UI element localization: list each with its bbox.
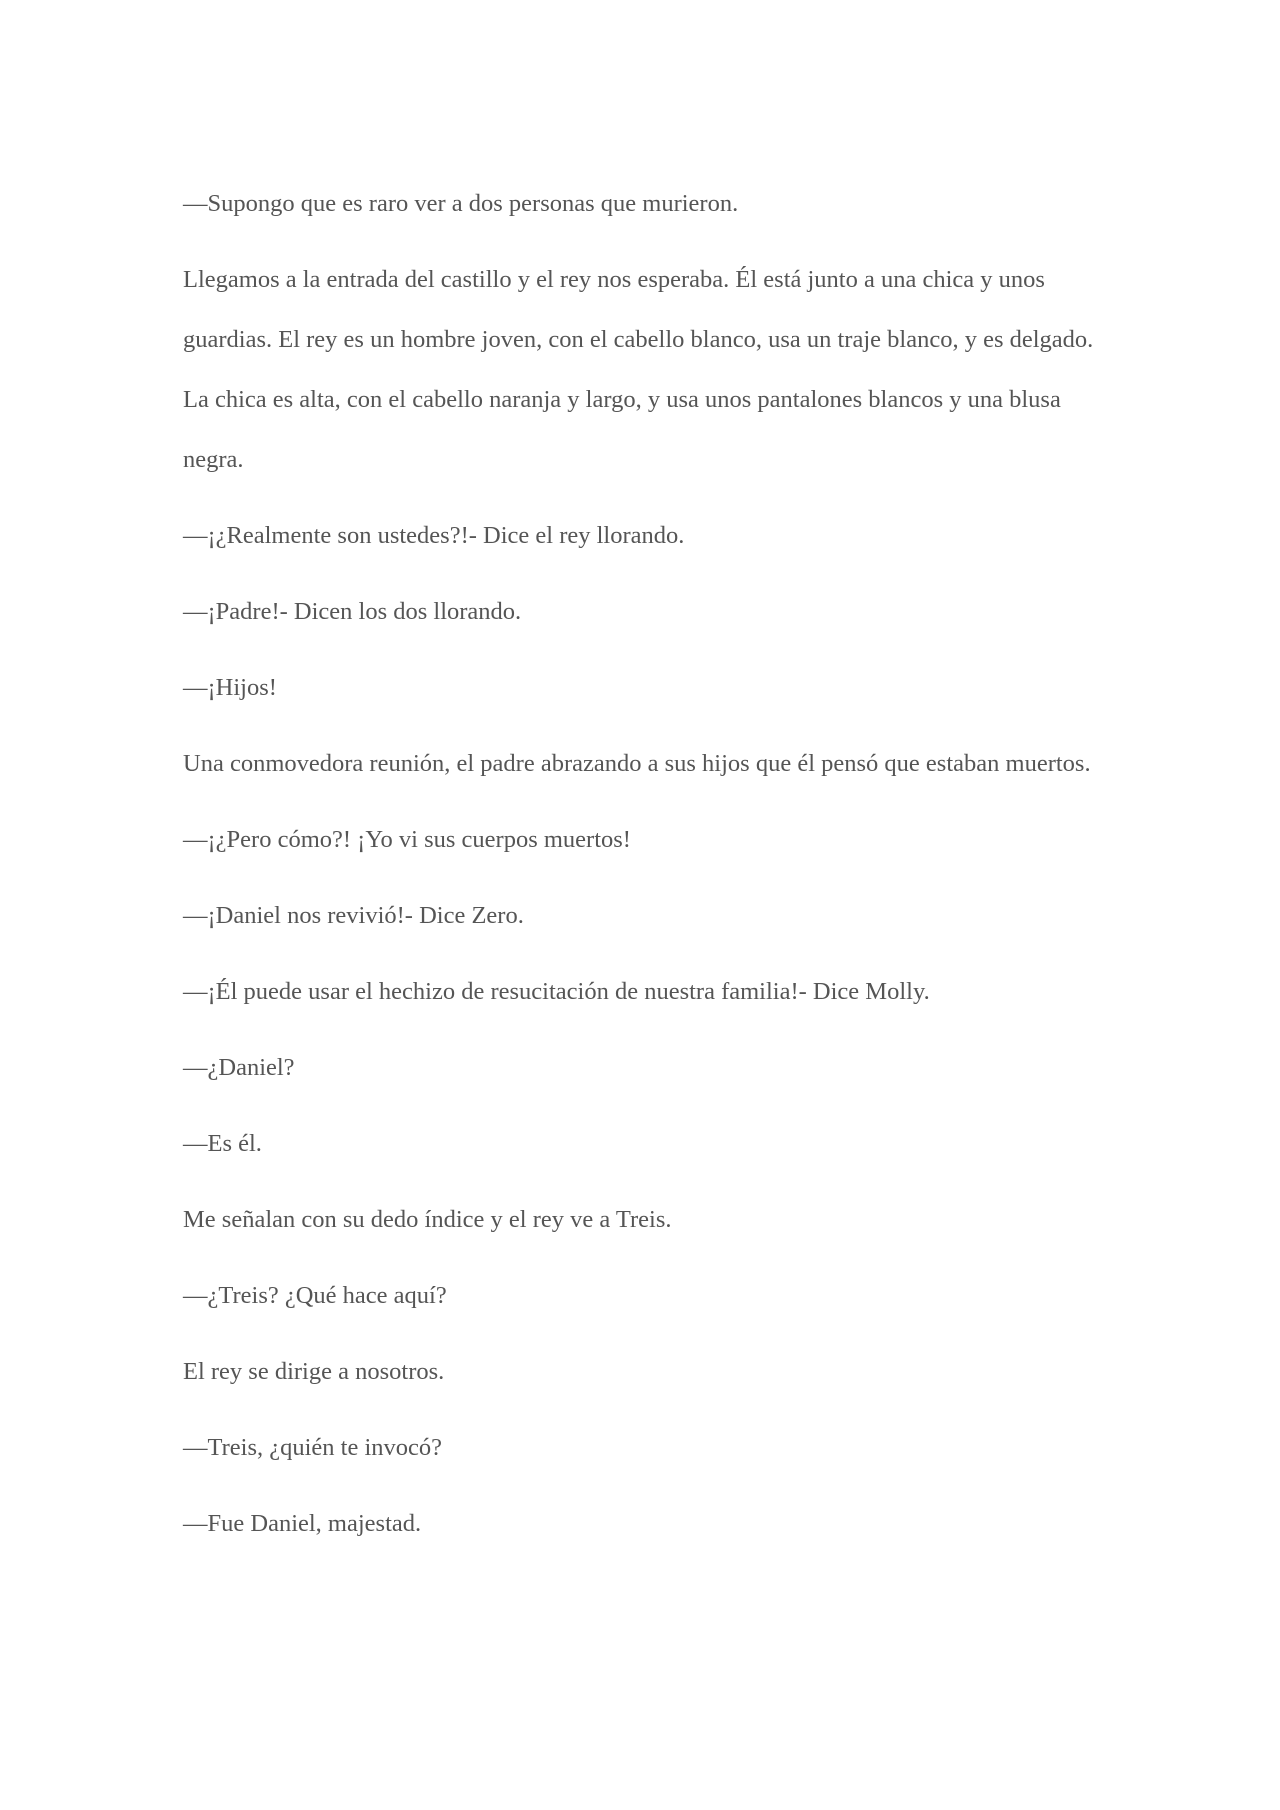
paragraph: El rey se dirige a nosotros. bbox=[183, 1358, 445, 1385]
paragraph: —¡Él puede usar el hechizo de resucitación de nuestra familia!- Dice Molly. bbox=[183, 978, 930, 1005]
paragraph: —¡¿Pero cómo?! ¡Yo vi sus cuerpos muertos! bbox=[183, 826, 631, 853]
paragraph: —¿Daniel? bbox=[183, 1054, 295, 1081]
paragraph: —Es él. bbox=[183, 1130, 262, 1157]
paragraph: —Treis, ¿quién te invocó? bbox=[183, 1434, 443, 1461]
paragraph: —Supongo que es raro ver a dos personas que murieron. bbox=[183, 190, 739, 217]
paragraph: —¡Hijos! bbox=[183, 674, 277, 701]
paragraph: Llegamos a la entrada del castillo y el rey nos esperaba. Él está junto a una chica y unos guardias. El rey es un hombre joven, con el cabello blanco, usa un traje blanco, y es delgado. La chica es alta, con el cabello naranja y largo, y usa unos pantalones blancos y una blusa negra. bbox=[183, 266, 1094, 473]
paragraph: —¡Padre!- Dicen los dos llorando. bbox=[183, 598, 522, 625]
document-body bbox=[183, 174, 1103, 1570]
paragraph: —Fue Daniel, majestad. bbox=[183, 1510, 422, 1537]
paragraph: —¡¿Realmente son ustedes?!- Dice el rey llorando. bbox=[183, 522, 685, 549]
paragraph: Una conmovedora reunión, el padre abrazando a sus hijos que él pensó que estaban muertos. bbox=[183, 750, 1091, 777]
paragraph: —¿Treis? ¿Qué hace aquí? bbox=[183, 1282, 447, 1309]
paragraph: —¡Daniel nos revivió!- Dice Zero. bbox=[183, 902, 524, 929]
paragraph: Me señalan con su dedo índice y el rey ve a Treis. bbox=[183, 1206, 672, 1233]
